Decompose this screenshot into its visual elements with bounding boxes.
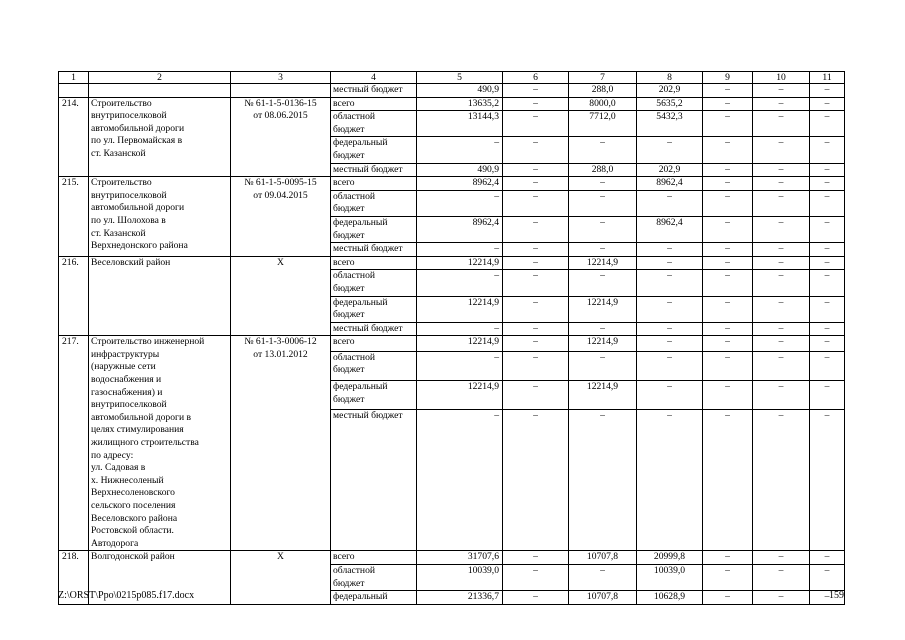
document-number bbox=[231, 336, 331, 551]
value-cell: – bbox=[753, 351, 810, 380]
value-cell: – bbox=[810, 190, 845, 216]
value-cell: – bbox=[569, 177, 637, 191]
object-name-line: х. Нижнесоленый bbox=[91, 474, 164, 486]
budget-label-line: федеральный bbox=[333, 216, 388, 228]
value-cell: – bbox=[753, 591, 810, 605]
value-cell: – bbox=[810, 163, 845, 177]
object-name-line: Ростовской области. bbox=[91, 525, 174, 537]
value-cell: 10039,0 bbox=[417, 564, 503, 590]
budget-label bbox=[331, 296, 417, 322]
value-cell: – bbox=[503, 137, 569, 163]
value-cell: 10707,8 bbox=[569, 591, 637, 605]
value-cell: – bbox=[810, 270, 845, 296]
document-number-line: № 61-1-5-0136-15 bbox=[244, 97, 317, 109]
value-cell: 5432,3 bbox=[637, 111, 703, 137]
value-cell: 12214,9 bbox=[569, 256, 637, 270]
value-cell: – bbox=[503, 351, 569, 380]
object-name-line: Строительство bbox=[91, 177, 152, 189]
value-cell: – bbox=[417, 243, 503, 257]
object-name-line: по ул. Первомайская в bbox=[91, 135, 183, 147]
document-number-line: № 61-1-3-0006-12 bbox=[244, 336, 317, 348]
budget-label bbox=[331, 564, 417, 590]
value-cell: – bbox=[703, 84, 753, 98]
value-cell: – bbox=[810, 97, 845, 111]
row-number: 217. bbox=[59, 336, 89, 551]
value-cell: – bbox=[703, 97, 753, 111]
value-cell: – bbox=[753, 296, 810, 322]
object-name-line: (наружные сети bbox=[91, 361, 156, 373]
document-number-line: от 09.04.2015 bbox=[253, 189, 308, 201]
row-number: 215. bbox=[59, 177, 89, 257]
value-cell: 12214,9 bbox=[569, 296, 637, 322]
object-name bbox=[89, 336, 231, 551]
budget-label-line: бюджет bbox=[333, 149, 365, 161]
budget-label bbox=[331, 256, 417, 270]
empty-cell bbox=[59, 84, 89, 98]
value-cell: 12214,9 bbox=[417, 296, 503, 322]
budget-label-line: федеральный bbox=[333, 380, 388, 392]
budget-label bbox=[331, 243, 417, 257]
budget-label-line: всего bbox=[333, 256, 355, 268]
value-cell: – bbox=[503, 380, 569, 409]
value-cell: – bbox=[703, 564, 753, 590]
value-cell: – bbox=[753, 243, 810, 257]
value-cell: – bbox=[810, 243, 845, 257]
value-cell: – bbox=[810, 564, 845, 590]
document-number bbox=[231, 256, 331, 336]
value-cell: – bbox=[637, 410, 703, 551]
value-cell: – bbox=[753, 410, 810, 551]
object-name bbox=[89, 97, 231, 177]
object-name-line: Волгодонской район bbox=[91, 551, 175, 563]
object-name-line: автомобильной дороги в bbox=[91, 411, 192, 423]
value-cell: – bbox=[503, 256, 569, 270]
row-number: 218. bbox=[59, 551, 89, 604]
value-cell: – bbox=[503, 270, 569, 296]
value-cell: – bbox=[503, 322, 569, 336]
budget-label-line: бюджет bbox=[333, 309, 365, 321]
value-cell: – bbox=[753, 551, 810, 565]
value-cell: – bbox=[503, 97, 569, 111]
value-cell: – bbox=[569, 410, 637, 551]
value-cell: – bbox=[753, 190, 810, 216]
budget-table bbox=[58, 71, 845, 605]
value-cell: – bbox=[810, 296, 845, 322]
budget-label-line: бюджет bbox=[333, 393, 365, 405]
value-cell: – bbox=[810, 380, 845, 409]
value-cell: – bbox=[637, 351, 703, 380]
object-name-line: ст. Казанской bbox=[91, 227, 146, 239]
value-cell: – bbox=[637, 270, 703, 296]
document-number-line: Х bbox=[277, 256, 284, 268]
budget-label-line: областной bbox=[333, 564, 376, 576]
budget-label-line: местный бюджет bbox=[333, 410, 403, 422]
value-cell: – bbox=[753, 111, 810, 137]
value-cell: – bbox=[810, 322, 845, 336]
value-cell: 490,9 bbox=[417, 163, 503, 177]
object-name-line: Верхнедонского района bbox=[91, 240, 188, 252]
value-cell: – bbox=[569, 190, 637, 216]
budget-label-line: областной bbox=[333, 270, 376, 282]
budget-label-line: бюджет bbox=[333, 364, 365, 376]
document-number bbox=[231, 97, 331, 177]
header-cell-10: 10 bbox=[753, 72, 810, 84]
budget-label-line: местный бюджет bbox=[333, 163, 403, 175]
value-cell: 7712,0 bbox=[569, 111, 637, 137]
value-cell: 31707,6 bbox=[417, 551, 503, 565]
budget-label bbox=[331, 551, 417, 565]
value-cell: – bbox=[569, 137, 637, 163]
budget-label-line: всего bbox=[333, 97, 355, 109]
object-name bbox=[89, 256, 231, 336]
value-cell: 12214,9 bbox=[417, 256, 503, 270]
value-cell: – bbox=[569, 216, 637, 242]
value-cell: – bbox=[637, 322, 703, 336]
table-row bbox=[59, 551, 845, 565]
value-cell: 13635,2 bbox=[417, 97, 503, 111]
budget-label-line: бюджет bbox=[333, 123, 365, 135]
value-cell: – bbox=[753, 256, 810, 270]
object-name-line: внутрипоселковой bbox=[91, 189, 167, 201]
value-cell: – bbox=[417, 322, 503, 336]
object-name-line: ул. Садовая в bbox=[91, 462, 146, 474]
value-cell: – bbox=[637, 137, 703, 163]
budget-label bbox=[331, 380, 417, 409]
value-cell: – bbox=[810, 84, 845, 98]
document-number-line: Х bbox=[277, 551, 284, 563]
budget-label-line: бюджет bbox=[333, 229, 365, 241]
document-number bbox=[231, 177, 331, 257]
value-cell: – bbox=[637, 296, 703, 322]
footer-file-path: Z:\ORST\Ppo\0215p085.f17.docx bbox=[58, 590, 195, 601]
value-cell: – bbox=[503, 296, 569, 322]
footer-page-number: 159 bbox=[829, 590, 844, 601]
value-cell: 288,0 bbox=[569, 163, 637, 177]
value-cell: 8962,4 bbox=[637, 216, 703, 242]
value-cell: 13144,3 bbox=[417, 111, 503, 137]
object-name-line: ст. Казанской bbox=[91, 147, 146, 159]
value-cell: – bbox=[703, 551, 753, 565]
budget-label-line: федеральный bbox=[333, 296, 388, 308]
value-cell: – bbox=[753, 177, 810, 191]
value-cell: – bbox=[503, 551, 569, 565]
value-cell: 202,9 bbox=[637, 163, 703, 177]
value-cell: – bbox=[417, 190, 503, 216]
object-name-line: целях стимулирования bbox=[91, 424, 184, 436]
budget-label: местный бюджет bbox=[331, 84, 417, 98]
empty-cell bbox=[231, 84, 331, 98]
budget-label bbox=[331, 270, 417, 296]
value-cell: – bbox=[703, 296, 753, 322]
object-name-line: Веселовского района bbox=[91, 512, 178, 524]
budget-label bbox=[331, 410, 417, 551]
document-number-line: № 61-1-5-0095-15 bbox=[244, 177, 317, 189]
value-cell: 10707,8 bbox=[569, 551, 637, 565]
object-name-line: газоснабжения) и bbox=[91, 386, 163, 398]
budget-label-line: бюджет bbox=[333, 282, 365, 294]
header-cell-3: 3 bbox=[231, 72, 331, 84]
value-cell: – bbox=[503, 216, 569, 242]
value-cell: – bbox=[503, 84, 569, 98]
budget-label bbox=[331, 322, 417, 336]
object-name-line: по адресу: bbox=[91, 449, 134, 461]
value-cell: 12214,9 bbox=[417, 380, 503, 409]
row-number: 216. bbox=[59, 256, 89, 336]
table-row bbox=[59, 256, 845, 270]
header-cell-5: 5 bbox=[417, 72, 503, 84]
table-row bbox=[59, 336, 845, 351]
object-name-line: Автодорога bbox=[91, 537, 139, 549]
header-cell-6: 6 bbox=[503, 72, 569, 84]
value-cell: – bbox=[703, 256, 753, 270]
value-cell: – bbox=[753, 84, 810, 98]
budget-label bbox=[331, 177, 417, 191]
value-cell: – bbox=[753, 336, 810, 351]
value-cell: – bbox=[703, 177, 753, 191]
value-cell: – bbox=[810, 351, 845, 380]
object-name-line: водоснабжения и bbox=[91, 374, 162, 386]
value-cell: 490,9 bbox=[417, 84, 503, 98]
object-name-line: Строительство инженерной bbox=[91, 336, 205, 348]
value-cell: – bbox=[637, 336, 703, 351]
budget-label-line: местный бюджет bbox=[333, 243, 403, 255]
value-cell: – bbox=[637, 380, 703, 409]
value-cell: – bbox=[569, 564, 637, 590]
budget-label bbox=[331, 111, 417, 137]
value-cell: – bbox=[753, 564, 810, 590]
value-cell: 21336,7 bbox=[417, 591, 503, 605]
document-number-line: от 13.01.2012 bbox=[253, 348, 308, 360]
budget-label bbox=[331, 137, 417, 163]
value-cell: – bbox=[753, 322, 810, 336]
value-cell: 10039,0 bbox=[637, 564, 703, 590]
value-cell: – bbox=[417, 270, 503, 296]
object-name-line: автомобильной дороги bbox=[91, 122, 185, 134]
object-name-line: внутрипоселковой bbox=[91, 110, 167, 122]
header-cell-7: 7 bbox=[569, 72, 637, 84]
header-cell-4: 4 bbox=[331, 72, 417, 84]
object-name-line: Строительство bbox=[91, 97, 152, 109]
value-cell: 10628,9 bbox=[637, 591, 703, 605]
value-cell: – bbox=[703, 190, 753, 216]
object-name-line: сельского поселения bbox=[91, 500, 176, 511]
value-cell: 202,9 bbox=[637, 84, 703, 98]
value-cell: – bbox=[569, 351, 637, 380]
value-cell: – bbox=[703, 380, 753, 409]
budget-label bbox=[331, 336, 417, 351]
value-cell: – bbox=[753, 163, 810, 177]
value-cell: – bbox=[703, 322, 753, 336]
value-cell: – bbox=[810, 137, 845, 163]
document-number bbox=[231, 551, 331, 604]
value-cell: – bbox=[569, 270, 637, 296]
budget-label bbox=[331, 97, 417, 111]
value-cell: – bbox=[417, 410, 503, 551]
value-cell: – bbox=[810, 177, 845, 191]
value-cell: – bbox=[810, 256, 845, 270]
value-cell: 5635,2 bbox=[637, 97, 703, 111]
value-cell: – bbox=[703, 216, 753, 242]
header-cell-2: 2 bbox=[89, 72, 231, 84]
value-cell: 8962,4 bbox=[637, 177, 703, 191]
value-cell: – bbox=[703, 137, 753, 163]
object-name bbox=[89, 177, 231, 257]
value-cell: – bbox=[637, 243, 703, 257]
continuation-row bbox=[59, 84, 845, 98]
budget-label-line: бюджет bbox=[333, 577, 365, 589]
object-name-line: инфраструктуры bbox=[91, 348, 160, 360]
value-cell: – bbox=[503, 177, 569, 191]
value-cell: 8962,4 bbox=[417, 216, 503, 242]
header-cell-1: 1 bbox=[59, 72, 89, 84]
value-cell: – bbox=[503, 111, 569, 137]
value-cell: – bbox=[703, 591, 753, 605]
value-cell: 8000,0 bbox=[569, 97, 637, 111]
value-cell: – bbox=[753, 216, 810, 242]
row-number: 214. bbox=[59, 97, 89, 177]
value-cell: 8962,4 bbox=[417, 177, 503, 191]
value-cell: – bbox=[503, 591, 569, 605]
value-cell: – bbox=[503, 336, 569, 351]
object-name-line: по ул. Шолохова в bbox=[91, 214, 166, 226]
value-cell: 288,0 bbox=[569, 84, 637, 98]
value-cell: – bbox=[503, 410, 569, 551]
value-cell: – bbox=[703, 163, 753, 177]
value-cell: – bbox=[753, 97, 810, 111]
budget-label-line: всего bbox=[333, 551, 355, 563]
value-cell: – bbox=[417, 351, 503, 380]
value-cell: – bbox=[810, 111, 845, 137]
value-cell: – bbox=[503, 243, 569, 257]
value-cell: – bbox=[503, 163, 569, 177]
table-row bbox=[59, 177, 845, 191]
budget-label-line: областной bbox=[333, 111, 376, 123]
budget-label-line: бюджет bbox=[333, 203, 365, 215]
budget-label-line: областной bbox=[333, 190, 376, 202]
budget-label-line: федеральный bbox=[333, 137, 388, 149]
value-cell: – bbox=[753, 137, 810, 163]
header-cell-8: 8 bbox=[637, 72, 703, 84]
budget-label-line: местный бюджет bbox=[333, 322, 403, 334]
value-cell: – bbox=[810, 410, 845, 551]
value-cell: – bbox=[503, 564, 569, 590]
value-cell: – bbox=[417, 137, 503, 163]
object-name-line: Верхнесоленовского bbox=[91, 487, 175, 499]
value-cell: – bbox=[703, 336, 753, 351]
budget-label-line: всего bbox=[333, 336, 355, 348]
value-cell: – bbox=[503, 190, 569, 216]
value-cell: 12214,9 bbox=[569, 336, 637, 351]
value-cell: – bbox=[703, 243, 753, 257]
budget-label bbox=[331, 216, 417, 242]
value-cell: – bbox=[703, 111, 753, 137]
value-cell: 12214,9 bbox=[417, 336, 503, 351]
empty-cell bbox=[89, 84, 231, 98]
document-number-line: от 08.06.2015 bbox=[253, 110, 308, 122]
value-cell: – bbox=[569, 243, 637, 257]
budget-label-line: всего bbox=[333, 177, 355, 189]
value-cell: – bbox=[637, 256, 703, 270]
value-cell: – bbox=[810, 591, 845, 605]
value-cell: – bbox=[569, 322, 637, 336]
budget-label-line: федеральный bbox=[333, 591, 388, 603]
header-cell-11: 11 bbox=[810, 72, 845, 84]
object-name-line: внутрипоселковой bbox=[91, 399, 167, 411]
value-cell: – bbox=[753, 270, 810, 296]
value-cell: – bbox=[703, 351, 753, 380]
value-cell: – bbox=[753, 380, 810, 409]
value-cell: – bbox=[703, 270, 753, 296]
object-name-line: Веселовский район bbox=[91, 256, 171, 268]
value-cell: 20999,8 bbox=[637, 551, 703, 565]
budget-label-line: областной bbox=[333, 351, 376, 363]
budget-label bbox=[331, 190, 417, 216]
object-name-line: автомобильной дороги bbox=[91, 202, 185, 214]
header-cell-9: 9 bbox=[703, 72, 753, 84]
value-cell: – bbox=[810, 336, 845, 351]
budget-label bbox=[331, 591, 417, 605]
value-cell: – bbox=[810, 551, 845, 565]
value-cell: – bbox=[810, 216, 845, 242]
budget-label bbox=[331, 163, 417, 177]
table-row bbox=[59, 97, 845, 111]
value-cell: – bbox=[637, 190, 703, 216]
table-header-row bbox=[59, 72, 845, 84]
value-cell: 12214,9 bbox=[569, 380, 637, 409]
document-page bbox=[58, 71, 844, 605]
object-name-line: жилищного строительства bbox=[91, 437, 199, 449]
value-cell: – bbox=[703, 410, 753, 551]
budget-label bbox=[331, 351, 417, 380]
